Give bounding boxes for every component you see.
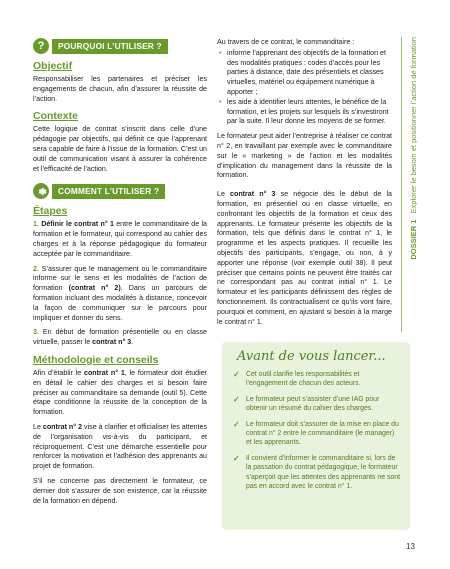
step-1: 1. Définir le contrat n° 1 entre le commanditaire de la formation et le formateur, qui correspond au cahier des charges et à la réponse pédagogique du formateur acceptée par le commanditaire. [33, 220, 207, 258]
section-pill-why [33, 38, 207, 54]
dossier-title: Explorer le besoin et positionner l’action de formation [408, 37, 418, 214]
methodo-p3: S’il ne concerne pas directement le formateur, ce dernier doit s’assurer de son existence, car la réussite de la formation en dépend. [33, 476, 207, 505]
objectif-heading: Objectif [33, 60, 73, 72]
question-icon: ? [33, 38, 49, 54]
tip-item: ✓ Cet outil clarifie les responsabilités et l’engagement de chacun des acteurs. [246, 370, 400, 389]
right-p2: Le formateur peut aider l’entreprise à réaliser ce contrat n° 2, en travaillant par exemple avec le commanditaire sur le « marketing » de l’action et les modalités d’implication du management dans la réussite de la formation. [217, 132, 392, 180]
right-intro: Au travers de ce contrat, le commanditaire : [217, 38, 355, 46]
page-number: 13 [406, 542, 415, 551]
tip-item: ✓ Le formateur doit s’assurer de la mise en place du contrat n° 2 entre le commanditaire (le manager) et les apprenants. [246, 420, 400, 448]
tips-list [222, 370, 410, 491]
list-item: • les aide à identifier leurs attentes, le bénéfice de la formation, et les projets sur lesquels ils s’investiront par la suite. Il leur donne les moyens de se former. [227, 98, 392, 127]
tips-box [222, 342, 410, 530]
tips-title: Avant de vous lancer... [237, 349, 386, 364]
contexte-text: Cette logique de contrat s’inscrit dans celle d’une pédagogie par objectifs, qui définit ce que l’apprenant sera capable de faire à l’issue de la formation. C’est un outil de communication visant à assurer la cohérence et l’efficacité de l’action. [33, 125, 207, 173]
left-column [33, 38, 207, 511]
methodo-p2: Le contrat n° 2 vise à clarifier et officialiser les attentes de l’organisation vis-à-vis du participant, et réciproquement. C’est une démarche essentielle pour renforcer la motivation et l’adhésion des apprenants au projet de formation. [33, 422, 207, 471]
methodo-heading: Méthodologie et conseils [33, 353, 159, 366]
objectif-text: Responsabiliser les partenaires et préciser les engagements de chacun, afin d’assurer la réussite de l’action. [33, 75, 207, 103]
etapes-heading: Étapes [33, 205, 68, 218]
step-2: 2. S’assurer que le management ou le commanditaire informe sur le sens et les modalités de l’action de formation (contrat n° 2). Dans un parcours de formation incluant des modalités à distance, concevoir la façon de communiquer sur le parcours pour impliquer et donner du sens. [33, 264, 208, 322]
right-column [217, 38, 392, 332]
section-pill-how [33, 183, 207, 199]
sidebar-divider [401, 37, 402, 332]
dossier-label: DOSSIER 1 [408, 219, 418, 260]
tip-item: ✓ Il convient d’informer le commanditaire si, lors de la passation du contrat pédagogique, le formateur s’aperçoit que les attentes des apprenants ne sont pas en accord avec le contrat n° 1. [246, 454, 400, 492]
contexte-heading: Contexte [33, 110, 78, 123]
commanditaire-list [217, 49, 392, 127]
list-item: • informe l’apprenant des objectifs de la formation et des modalités pratiques : codes d’accès pour les parties à distance, date des présentiels et classes virtuelles, matériel ou équipement numérique à apporter ; [227, 49, 392, 98]
methodo-p1: Afin d’établir le contrat n° 1, le formateur doit étudier en détail le cahier des charges et si besoin faire préciser au commanditaire sa demande (outil 5). Cette étape conditionne la réussite de la conception de la formation. [33, 368, 208, 417]
section-pill-label: COMMENT L’UTILISER ? [52, 184, 165, 199]
dossier-sidebar [406, 37, 420, 302]
section-pill-label: POURQUOI L’UTILISER ? [52, 39, 168, 54]
gear-icon [33, 183, 49, 199]
tip-item: ✓ Le formateur peut s’assister d’une IAG pour obtenir un résumé du cahier des charges. [246, 395, 400, 414]
step-3: 3. En début de formation présentielle ou en classe virtuelle, passer le contrat n° 3. [33, 328, 207, 347]
right-p3: Le contrat n° 3 se négocie dès le début de la formation, en présentiel ou en classe virtuelle, en confrontant les objectifs de la formation et ceux des apprenants. Le formateur présente les objectifs de la formation, tels que définis dans le contrat n° 1, le programme et les aspects pratiques. Il recueille les objectifs des participants, s’engage, ou non, à y apporter une réponse (voir exemple outil 38). Il peut préciser que certains points ne peuvent être traités car ne correspondant pas au contrat initial n° 1. Le formateur et les participants définissent des règles de fonctionnement. Ils contractualisent ce qu’ils vont faire, pourquoi et comment, en ajustant si besoin à la marge le contrat n° 1. [217, 190, 392, 326]
